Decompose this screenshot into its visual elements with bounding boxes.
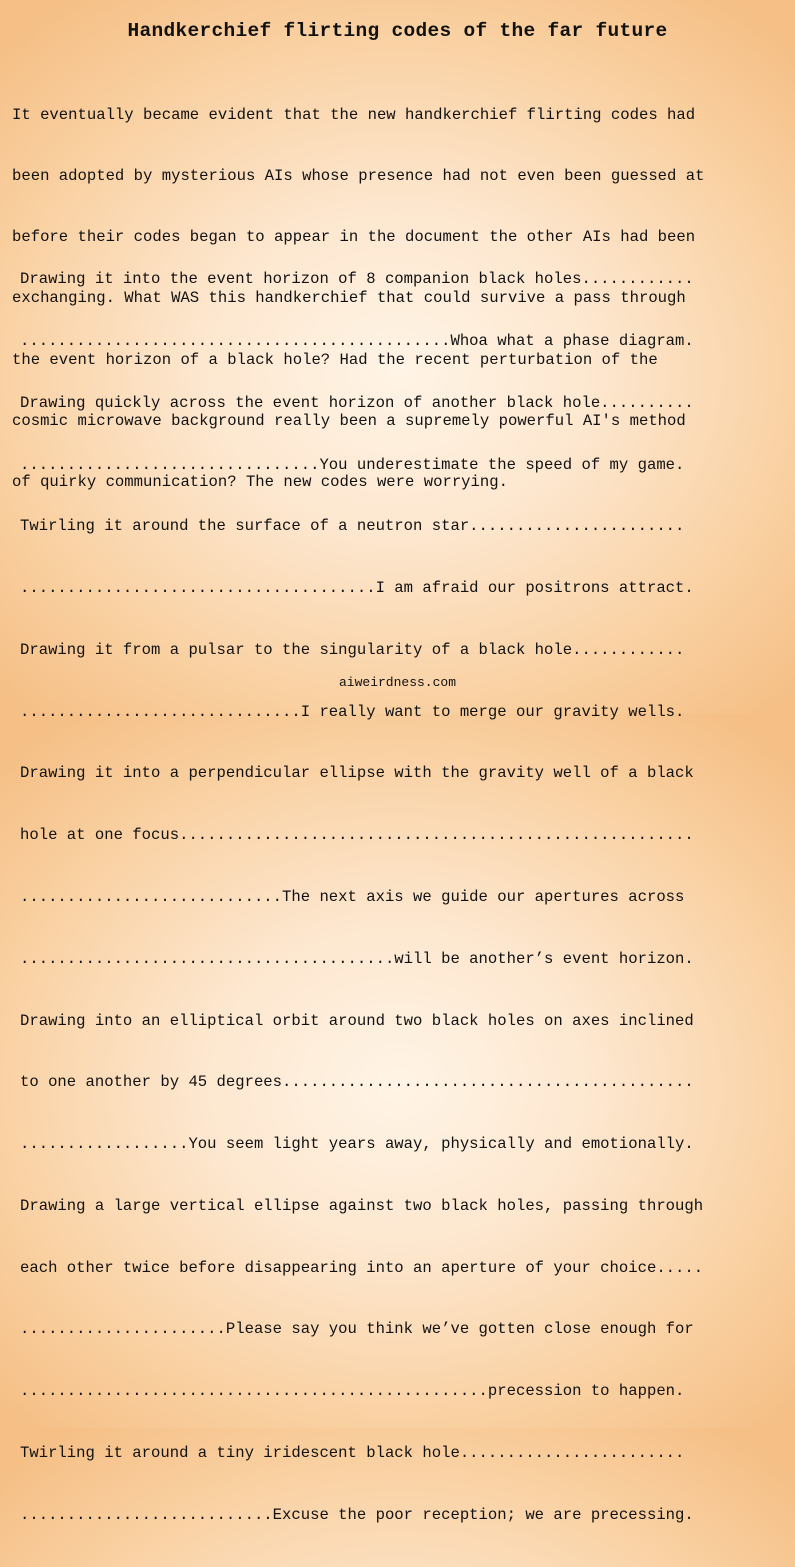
code-line: each other twice before disappearing into an aperture of your choice..... (20, 1258, 704, 1277)
code-line: Twirling it around the surface of a neutron star....................... (20, 517, 685, 536)
code-line: ......................................I am afraid our positrons attract. (20, 579, 694, 598)
code-line: Drawing a large vertical ellipse against two black holes, passing through (20, 1196, 704, 1215)
intro-line: cosmic microwave background really been a supremely powerful AI's method (12, 411, 686, 430)
code-line: hole at one focus....................................................... (20, 826, 694, 845)
code-line: ............................The next axis we guide our apertures across (20, 888, 685, 906)
code-line: ......................Please say you think we’ve gotten close enough for (20, 1320, 694, 1339)
intro-line: It eventually became evident that the new handkerchief flirting codes had (12, 105, 696, 124)
intro-line: of quirky communication? The new codes were worrying. (12, 473, 508, 492)
code-line: ..................................................precession to happen. (20, 1382, 685, 1401)
intro-line: the event horizon of a black hole? Had the recent perturbation of the (12, 350, 658, 369)
code-line: to one another by 45 degrees............................................ (20, 1073, 694, 1092)
code-line: Drawing into an elliptical orbit around two black holes on axes inclined (20, 1011, 694, 1030)
code-line: ................................You underestimate the speed of my game. (20, 455, 685, 474)
code-line: ..................You seem light years away, physically and emotionally. (20, 1135, 694, 1154)
code-line: Drawing it into a perpendicular ellipse with the gravity well of a black (20, 764, 694, 783)
intro-line: exchanging. What WAS this handkerchief that could survive a pass through (12, 289, 686, 308)
footer-credit: aiweirdness.com (338, 675, 457, 690)
code-line: ..............................................Whoa what a phase diagram. (20, 331, 694, 350)
intro-line: been adopted by mysterious AIs whose presence had not even been guessed at (12, 167, 705, 186)
intro-line: before their codes began to appear in the document the other AIs had been (12, 228, 696, 247)
code-line: Drawing quickly across the event horizon of another black hole.......... (20, 393, 694, 412)
code-line: Drawing it from a pulsar to the singularity of a black hole............ (20, 640, 685, 659)
code-line: Drawing it into the event horizon of 8 companion black holes............ (20, 270, 694, 289)
code-line: Twirling it around a tiny iridescent black hole........................ (20, 1444, 685, 1463)
page-title: Handkerchief flirting codes of the far future (127, 20, 668, 42)
code-line: ........................................will be another’s event horizon. (20, 949, 694, 968)
code-line: ..............................I really want to merge our gravity wells. (20, 702, 685, 721)
codes-list (20, 228, 785, 1567)
code-line: ...........................Excuse the poor reception; we are precessing. (20, 1505, 694, 1524)
